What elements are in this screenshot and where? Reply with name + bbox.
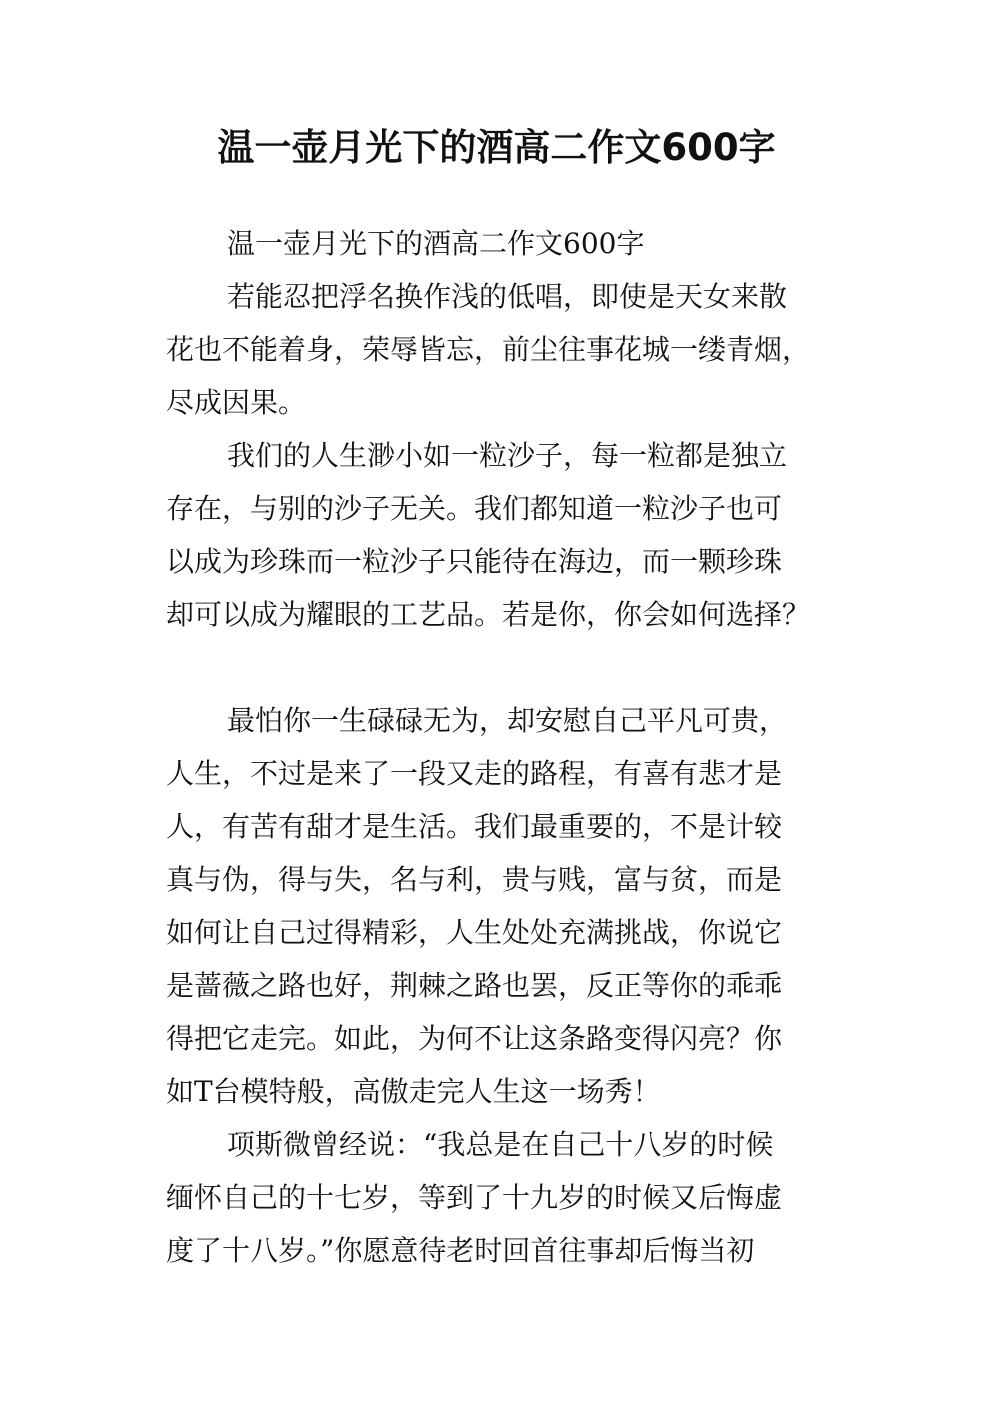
paragraph-4-line-3: 度了十八岁。”你愿意待老时回首往事却后悔当初	[166, 1234, 755, 1267]
paragraph-gap	[166, 641, 846, 694]
paragraph-3-line-2: 人生，不过是来了一段又走的路程，有喜有悲才是	[166, 757, 783, 790]
paragraph-3-line-1: 最怕你一生碌碌无为，却安慰自己平凡可贵，	[227, 704, 788, 737]
paragraph-1-line-1: 若能忍把浮名换作浅的低唱，即使是天女来散	[227, 280, 788, 313]
paragraph-2-line-2: 存在，与别的沙子无关。我们都知道一粒沙子也可	[166, 492, 783, 525]
paragraph-3-line-5: 如何让自己过得精彩，人生处处充满挑战，你说它	[166, 916, 783, 949]
paragraph-1-line-2: 花也不能着身，荣辱皆忘，前尘往事花城一缕青烟，	[166, 333, 811, 366]
document-body	[166, 217, 846, 1277]
paragraph-2-line-4: 却可以成为耀眼的工艺品。若是你，你会如何选择？	[166, 598, 811, 631]
paragraph-3-line-3: 人，有苦有甜才是生活。我们最重要的，不是计较	[166, 810, 783, 843]
body-line-subtitle: 温一壶月光下的酒高二作文600字	[227, 227, 645, 260]
paragraph-3-line-8: 如T台模特般，高傲走完人生这一场秀！	[166, 1075, 661, 1108]
paragraph-2-line-1: 我们的人生渺小如一粒沙子，每一粒都是独立	[227, 439, 788, 472]
paragraph-3-line-6: 是蔷薇之路也好，荆棘之路也罢，反正等你的乖乖	[166, 969, 783, 1002]
paragraph-2-line-3: 以成为珍珠而一粒沙子只能待在海边，而一颗珍珠	[166, 545, 783, 578]
paragraph-4-line-2: 缅怀自己的十七岁，等到了十九岁的时候又后悔虚	[166, 1181, 783, 1214]
document-title: 温一壶月光下的酒高二作文600字	[217, 126, 776, 169]
paragraph-3-line-4: 真与伪，得与失，名与利，贵与贱，富与贫，而是	[166, 863, 783, 896]
paragraph-4-line-1: 项斯微曾经说：“我总是在自己十八岁的时候	[227, 1128, 774, 1161]
paragraph-3-line-7: 得把它走完。如此，为何不让这条路变得闪亮？你	[166, 1022, 783, 1055]
paragraph-1-line-3: 尽成因果。	[166, 386, 307, 419]
